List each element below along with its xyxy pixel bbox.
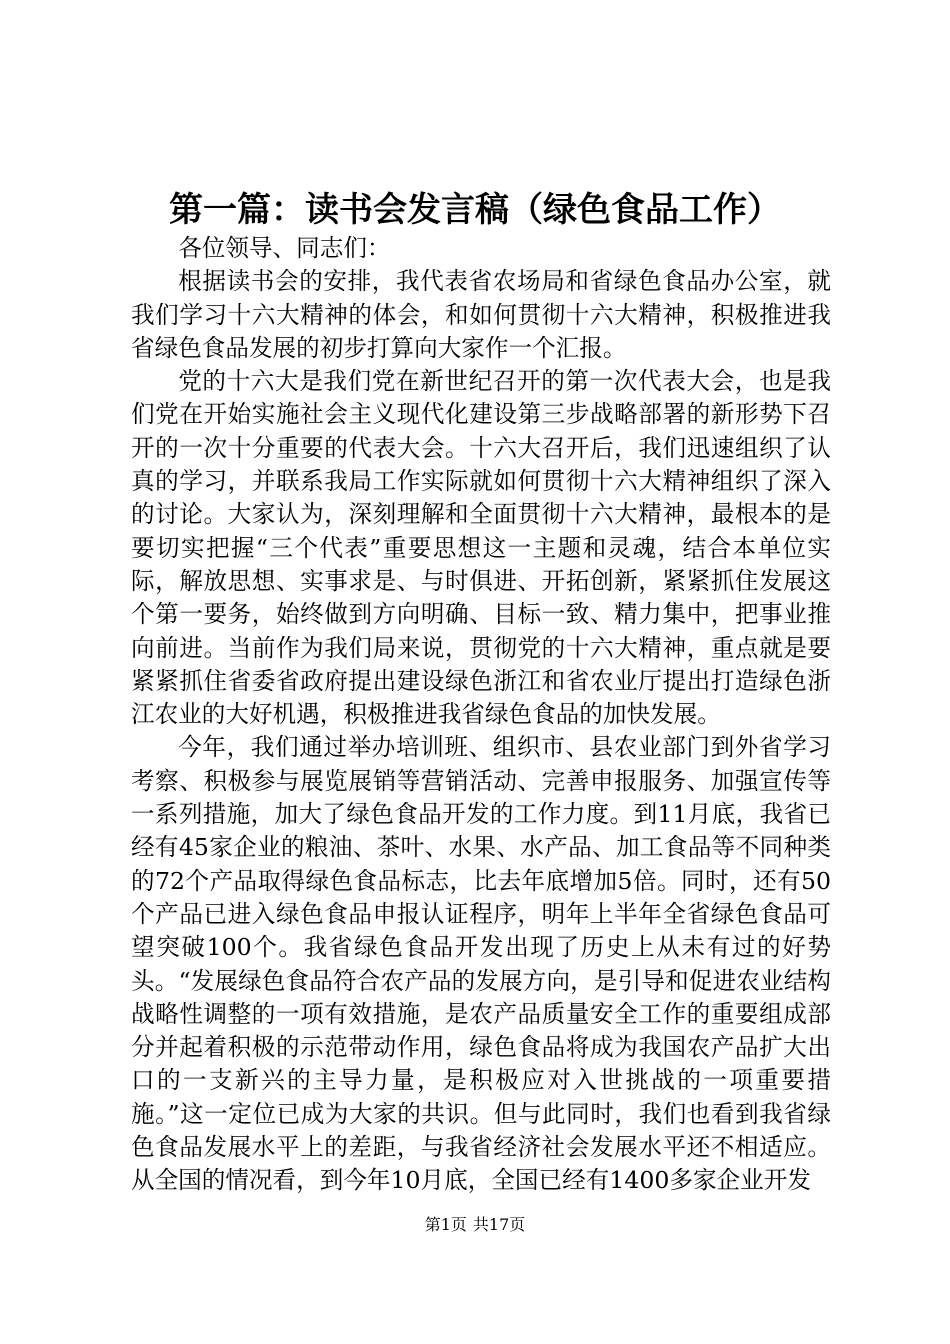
body-paragraph: 今年，我们通过举办培训班、组织市、县农业部门到外省学习考察、积极参与展览展销等营销活动、完善申报服务、加强宣传等一系列措施，加大了绿色食品开发的工作力度。到11月底，我省已经有45家企业的粮油、茶叶、水果、水产品、加工食品等不同种类的72个产品取得绿色食品标志，比去年底增加5倍。同时，还有50个产品已进入绿色食品申报认证程序，明年上半年全省绿色食品可望突破100个。我省绿色食品开发出现了历史上从未有过的好势头。“发展绿色食品符合农产品的发展方向，是引导和促进农业结构战略性调整的一项有效措施，是农产品质量安全工作的重要组成部分并起着积极的示范带动作用，绿色食品将成为我国农产品扩大出口的一支新兴的主导力量，是积极应对入世挑战的一项重要措施。”这一定位已成为大家的共识。但与此同时，我们也看到我省绿色食品发展水平上的差距，与我省经济社会发展水平还不相适应。从全国的情况看，到今年10月底，全国已经有1400多家企业开发 [131, 733, 831, 1195]
page-total: 共17页 [472, 1215, 526, 1234]
page-footer [0, 1214, 950, 1236]
body-paragraph: 根据读书会的安排，我代表省农场局和省绿色食品办公室，就我们学习十六大精神的体会，和如何贯彻十六大精神，积极推进我省绿色食品发展的初步打算向大家作一个汇报。 [131, 267, 831, 362]
document-title: 第一篇：读书会发言稿（绿色食品工作） [169, 190, 781, 230]
body-paragraph: 党的十六大是我们党在新世纪召开的第一次代表大会，也是我们党在开始实施社会主义现代化建设第三步战略部署的新形势下召开的一次十分重要的代表大会。十六大召开后，我们迅速组织了认真的学习，并联系我局工作实际就如何贯彻十六大精神组织了深入的讨论。大家认为，深刻理解和全面贯彻十六大精神，最根本的是要切实把握“三个代表”重要思想这一主题和灵魂，结合本单位实际，解放思想、实事求是、与时俱进、开拓创新，紧紧抓住发展这个第一要务，始终做到方向明确、目标一致、精力集中，把事业推向前进。当前作为我们局来说，贯彻党的十六大精神，重点就是要紧紧抓住省委省政府提出建设绿色浙江和省农业厅提出打造绿色浙江农业的大好机遇，积极推进我省绿色食品的加快发展。 [131, 367, 831, 729]
document-body [131, 232, 831, 1198]
page-number: 第1页 [424, 1215, 467, 1234]
salutation-paragraph: 各位领导、同志们： [178, 234, 391, 262]
